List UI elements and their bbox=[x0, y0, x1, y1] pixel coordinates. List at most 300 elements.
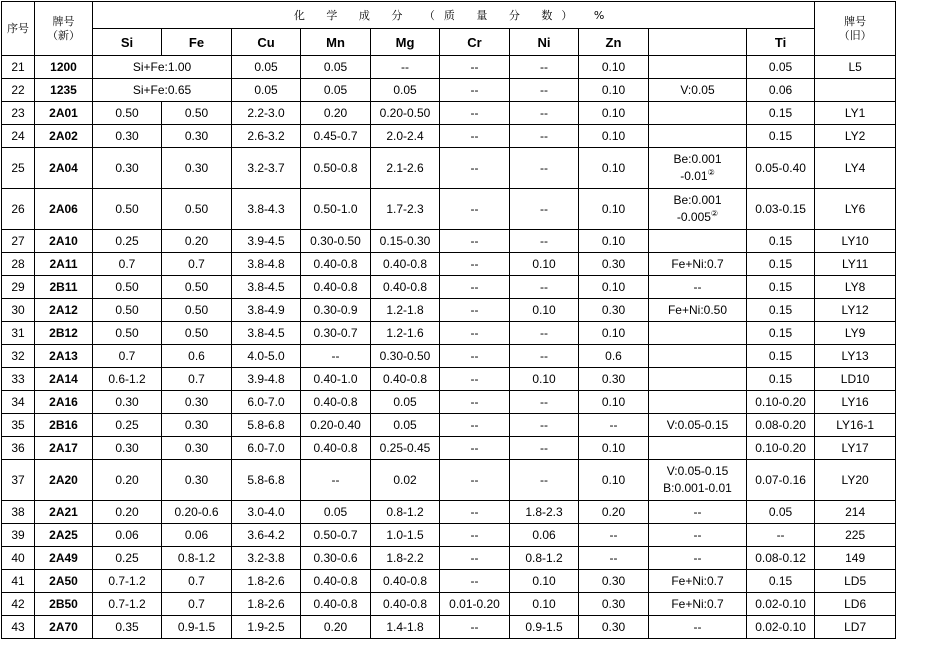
grade-new-cell: 2A49 bbox=[35, 547, 93, 570]
element-header-cr: Cr bbox=[440, 29, 510, 56]
seq-cell: 30 bbox=[2, 299, 35, 322]
element-header-mn: Mn bbox=[301, 29, 371, 56]
si-cell: 0.35 bbox=[93, 616, 162, 639]
mg-cell: 0.05 bbox=[371, 79, 440, 102]
ti-cell: 0.15 bbox=[747, 322, 815, 345]
mg-cell: 0.25-0.45 bbox=[371, 437, 440, 460]
fe-cell: 0.20 bbox=[162, 230, 232, 253]
ni-cell: -- bbox=[510, 79, 579, 102]
ni-cell: -- bbox=[510, 460, 579, 501]
grade-new-cell: 1235 bbox=[35, 79, 93, 102]
footnote-marker: ② bbox=[710, 209, 719, 218]
footnote-marker: ② bbox=[707, 168, 715, 177]
other-elements-cell: Fe+Ni:0.7 bbox=[649, 253, 747, 276]
ni-cell: 0.10 bbox=[510, 253, 579, 276]
cr-cell: -- bbox=[440, 391, 510, 414]
ti-cell: 0.10-0.20 bbox=[747, 391, 815, 414]
mn-cell: 0.40-0.8 bbox=[301, 593, 371, 616]
table-row bbox=[2, 322, 896, 345]
zn-cell: 0.10 bbox=[579, 437, 649, 460]
other-elements-cell bbox=[649, 148, 747, 189]
mn-cell: 0.30-0.50 bbox=[301, 230, 371, 253]
other-elements-cell bbox=[649, 189, 747, 230]
alloy-composition-table bbox=[1, 1, 896, 639]
cr-cell: -- bbox=[440, 125, 510, 148]
zn-cell: 0.30 bbox=[579, 570, 649, 593]
ni-cell: 0.06 bbox=[510, 524, 579, 547]
mn-cell: 0.20 bbox=[301, 102, 371, 125]
si-fe-combined-cell: Si+Fe:0.65 bbox=[93, 79, 232, 102]
ni-cell: 0.10 bbox=[510, 299, 579, 322]
zn-cell: 0.30 bbox=[579, 593, 649, 616]
cr-cell: -- bbox=[440, 322, 510, 345]
si-cell: 0.50 bbox=[93, 102, 162, 125]
cu-cell: 5.8-6.8 bbox=[232, 414, 301, 437]
cu-cell: 3.8-4.5 bbox=[232, 276, 301, 299]
cr-cell: -- bbox=[440, 616, 510, 639]
grade-old-header-line1: 牌号 bbox=[844, 14, 867, 28]
other-elements-cell: -- bbox=[649, 276, 747, 299]
cu-cell: 2.2-3.0 bbox=[232, 102, 301, 125]
ni-cell: -- bbox=[510, 125, 579, 148]
zn-cell: 0.10 bbox=[579, 230, 649, 253]
mn-cell: 0.30-0.9 bbox=[301, 299, 371, 322]
fe-cell: 0.30 bbox=[162, 414, 232, 437]
cr-cell: -- bbox=[440, 276, 510, 299]
cr-cell: -- bbox=[440, 79, 510, 102]
mg-cell: 2.1-2.6 bbox=[371, 148, 440, 189]
ti-cell: 0.15 bbox=[747, 345, 815, 368]
ti-cell: 0.15 bbox=[747, 276, 815, 299]
cu-cell: 3.9-4.8 bbox=[232, 368, 301, 391]
table-row bbox=[2, 125, 896, 148]
ti-cell: 0.15 bbox=[747, 299, 815, 322]
table-row bbox=[2, 368, 896, 391]
fe-cell: 0.30 bbox=[162, 148, 232, 189]
mg-cell: 0.30-0.50 bbox=[371, 345, 440, 368]
mn-cell: 0.40-0.8 bbox=[301, 437, 371, 460]
table-row bbox=[2, 56, 896, 79]
ti-cell: 0.15 bbox=[747, 125, 815, 148]
mn-cell: 0.40-0.8 bbox=[301, 276, 371, 299]
other-elements-cell bbox=[649, 345, 747, 368]
mn-cell: 0.30-0.6 bbox=[301, 547, 371, 570]
ti-cell: 0.05 bbox=[747, 501, 815, 524]
cu-cell: 3.8-4.8 bbox=[232, 253, 301, 276]
other-elements-cell: V:0.05 bbox=[649, 79, 747, 102]
mg-cell: 0.40-0.8 bbox=[371, 368, 440, 391]
si-cell: 0.20 bbox=[93, 460, 162, 501]
grade-old-cell: 149 bbox=[815, 547, 896, 570]
grade-old-cell: LY17 bbox=[815, 437, 896, 460]
si-cell: 0.06 bbox=[93, 524, 162, 547]
ni-cell: -- bbox=[510, 437, 579, 460]
cu-cell: 5.8-6.8 bbox=[232, 460, 301, 501]
si-cell: 0.25 bbox=[93, 230, 162, 253]
zn-cell: -- bbox=[579, 524, 649, 547]
ni-cell: -- bbox=[510, 322, 579, 345]
ti-cell: 0.02-0.10 bbox=[747, 593, 815, 616]
seq-header: 序号 bbox=[2, 2, 35, 56]
zn-cell: 0.10 bbox=[579, 125, 649, 148]
cr-cell: -- bbox=[440, 189, 510, 230]
grade-new-cell: 2A11 bbox=[35, 253, 93, 276]
cr-cell: -- bbox=[440, 253, 510, 276]
si-cell: 0.30 bbox=[93, 391, 162, 414]
cu-cell: 3.2-3.8 bbox=[232, 547, 301, 570]
ti-cell: 0.06 bbox=[747, 79, 815, 102]
mg-cell: 0.40-0.8 bbox=[371, 253, 440, 276]
grade-new-cell: 2A25 bbox=[35, 524, 93, 547]
cr-cell: -- bbox=[440, 460, 510, 501]
mg-cell: 1.0-1.5 bbox=[371, 524, 440, 547]
si-cell: 0.7-1.2 bbox=[93, 570, 162, 593]
grade-old-header bbox=[815, 2, 896, 56]
table-row bbox=[2, 414, 896, 437]
cu-cell: 1.8-2.6 bbox=[232, 593, 301, 616]
grade-new-cell: 2A13 bbox=[35, 345, 93, 368]
grade-new-cell: 2A02 bbox=[35, 125, 93, 148]
si-cell: 0.50 bbox=[93, 322, 162, 345]
cu-cell: 3.9-4.5 bbox=[232, 230, 301, 253]
zn-cell: 0.10 bbox=[579, 79, 649, 102]
zn-cell: 0.30 bbox=[579, 299, 649, 322]
grade-new-cell: 2B12 bbox=[35, 322, 93, 345]
seq-cell: 26 bbox=[2, 189, 35, 230]
mg-cell: 0.05 bbox=[371, 391, 440, 414]
zn-cell: 0.6 bbox=[579, 345, 649, 368]
grade-old-cell: LY10 bbox=[815, 230, 896, 253]
mn-cell: 0.20-0.40 bbox=[301, 414, 371, 437]
seq-cell: 23 bbox=[2, 102, 35, 125]
fe-cell: 0.06 bbox=[162, 524, 232, 547]
mg-cell: 0.05 bbox=[371, 414, 440, 437]
grade-new-cell: 2B16 bbox=[35, 414, 93, 437]
mg-cell: 1.7-2.3 bbox=[371, 189, 440, 230]
cr-cell: -- bbox=[440, 437, 510, 460]
cu-cell: 2.6-3.2 bbox=[232, 125, 301, 148]
fe-cell: 0.7 bbox=[162, 593, 232, 616]
grade-old-cell: LD6 bbox=[815, 593, 896, 616]
ti-cell: 0.15 bbox=[747, 102, 815, 125]
table-row bbox=[2, 616, 896, 639]
table-row bbox=[2, 189, 896, 230]
seq-cell: 42 bbox=[2, 593, 35, 616]
zn-cell: 0.10 bbox=[579, 102, 649, 125]
grade-new-cell: 2A12 bbox=[35, 299, 93, 322]
grade-new-cell: 2A21 bbox=[35, 501, 93, 524]
composition-title: 化 学 成 分 （质 量 分 数） % bbox=[93, 2, 815, 29]
grade-old-cell: LY16-1 bbox=[815, 414, 896, 437]
ti-cell: 0.02-0.10 bbox=[747, 616, 815, 639]
cu-cell: 3.6-4.2 bbox=[232, 524, 301, 547]
table-row bbox=[2, 345, 896, 368]
ni-cell: 0.10 bbox=[510, 368, 579, 391]
zn-cell: 0.10 bbox=[579, 189, 649, 230]
mn-cell: 0.50-1.0 bbox=[301, 189, 371, 230]
cu-cell: 1.9-2.5 bbox=[232, 616, 301, 639]
cr-cell: -- bbox=[440, 299, 510, 322]
other-elements-cell: -- bbox=[649, 547, 747, 570]
element-header-zn: Zn bbox=[579, 29, 649, 56]
ni-cell: 1.8-2.3 bbox=[510, 501, 579, 524]
zn-cell: 0.30 bbox=[579, 368, 649, 391]
seq-cell: 39 bbox=[2, 524, 35, 547]
other-elements-cell: -- bbox=[649, 501, 747, 524]
element-header-ni: Ni bbox=[510, 29, 579, 56]
seq-cell: 32 bbox=[2, 345, 35, 368]
ti-cell: 0.07-0.16 bbox=[747, 460, 815, 501]
table-row bbox=[2, 524, 896, 547]
mn-cell: 0.30-0.7 bbox=[301, 322, 371, 345]
table-row bbox=[2, 79, 896, 102]
grade-new-cell: 2A04 bbox=[35, 148, 93, 189]
seq-cell: 34 bbox=[2, 391, 35, 414]
grade-new-cell: 1200 bbox=[35, 56, 93, 79]
grade-old-cell bbox=[815, 79, 896, 102]
si-cell: 0.30 bbox=[93, 148, 162, 189]
cr-cell: -- bbox=[440, 102, 510, 125]
si-cell: 0.30 bbox=[93, 437, 162, 460]
grade-new-cell: 2A20 bbox=[35, 460, 93, 501]
grade-new-cell: 2A06 bbox=[35, 189, 93, 230]
fe-cell: 0.50 bbox=[162, 322, 232, 345]
mg-cell: 1.8-2.2 bbox=[371, 547, 440, 570]
other-line2: B:0.001-0.01 bbox=[663, 481, 732, 495]
other-elements-cell bbox=[649, 56, 747, 79]
table-row bbox=[2, 437, 896, 460]
fe-cell: 0.7 bbox=[162, 570, 232, 593]
zn-cell: 0.30 bbox=[579, 616, 649, 639]
grade-old-cell: LY12 bbox=[815, 299, 896, 322]
seq-cell: 22 bbox=[2, 79, 35, 102]
seq-cell: 38 bbox=[2, 501, 35, 524]
cu-cell: 3.8-4.9 bbox=[232, 299, 301, 322]
table-body bbox=[2, 56, 896, 639]
cr-cell: -- bbox=[440, 570, 510, 593]
grade-old-cell: LD5 bbox=[815, 570, 896, 593]
seq-cell: 40 bbox=[2, 547, 35, 570]
other-elements-cell: V:0.05-0.15 bbox=[649, 414, 747, 437]
mn-cell: -- bbox=[301, 345, 371, 368]
seq-cell: 29 bbox=[2, 276, 35, 299]
cr-cell: -- bbox=[440, 345, 510, 368]
grade-old-cell: LY1 bbox=[815, 102, 896, 125]
cr-cell: -- bbox=[440, 230, 510, 253]
grade-old-cell: 225 bbox=[815, 524, 896, 547]
ni-cell: -- bbox=[510, 230, 579, 253]
si-cell: 0.30 bbox=[93, 125, 162, 148]
seq-cell: 43 bbox=[2, 616, 35, 639]
si-cell: 0.7 bbox=[93, 253, 162, 276]
other-line1: Be:0.001 bbox=[673, 152, 722, 166]
cr-cell: 0.01-0.20 bbox=[440, 593, 510, 616]
grade-new-cell: 2A14 bbox=[35, 368, 93, 391]
ti-cell: -- bbox=[747, 524, 815, 547]
zn-cell: 0.30 bbox=[579, 253, 649, 276]
table-row bbox=[2, 230, 896, 253]
grade-old-cell: 214 bbox=[815, 501, 896, 524]
ni-cell: 0.10 bbox=[510, 570, 579, 593]
seq-cell: 37 bbox=[2, 460, 35, 501]
seq-cell: 31 bbox=[2, 322, 35, 345]
seq-cell: 21 bbox=[2, 56, 35, 79]
fe-cell: 0.6 bbox=[162, 345, 232, 368]
cr-cell: -- bbox=[440, 501, 510, 524]
zn-cell: 0.20 bbox=[579, 501, 649, 524]
grade-old-cell: LY16 bbox=[815, 391, 896, 414]
ni-cell: -- bbox=[510, 56, 579, 79]
fe-cell: 0.20-0.6 bbox=[162, 501, 232, 524]
zn-cell: -- bbox=[579, 414, 649, 437]
fe-cell: 0.7 bbox=[162, 368, 232, 391]
cu-cell: 3.0-4.0 bbox=[232, 501, 301, 524]
cu-cell: 0.05 bbox=[232, 56, 301, 79]
seq-cell: 33 bbox=[2, 368, 35, 391]
seq-cell: 25 bbox=[2, 148, 35, 189]
si-cell: 0.50 bbox=[93, 276, 162, 299]
grade-new-header-line1: 牌号 bbox=[52, 14, 75, 28]
cu-cell: 6.0-7.0 bbox=[232, 391, 301, 414]
fe-cell: 0.30 bbox=[162, 125, 232, 148]
table-row bbox=[2, 148, 896, 189]
grade-old-cell: LY4 bbox=[815, 148, 896, 189]
other-elements-cell: Fe+Ni:0.7 bbox=[649, 593, 747, 616]
other-elements-cell bbox=[649, 368, 747, 391]
cu-cell: 3.2-3.7 bbox=[232, 148, 301, 189]
element-header-fe: Fe bbox=[162, 29, 232, 56]
fe-cell: 0.50 bbox=[162, 102, 232, 125]
zn-cell: 0.10 bbox=[579, 460, 649, 501]
mn-cell: 0.05 bbox=[301, 56, 371, 79]
mg-cell: 0.40-0.8 bbox=[371, 570, 440, 593]
cr-cell: -- bbox=[440, 148, 510, 189]
table-row bbox=[2, 276, 896, 299]
mn-cell: 0.40-0.8 bbox=[301, 570, 371, 593]
cu-cell: 3.8-4.3 bbox=[232, 189, 301, 230]
element-header-other bbox=[649, 29, 747, 56]
table-row bbox=[2, 570, 896, 593]
other-line2: -0.01 bbox=[680, 169, 708, 183]
ni-cell: 0.9-1.5 bbox=[510, 616, 579, 639]
ni-cell: -- bbox=[510, 414, 579, 437]
ti-cell: 0.08-0.12 bbox=[747, 547, 815, 570]
ti-cell: 0.15 bbox=[747, 570, 815, 593]
cr-cell: -- bbox=[440, 414, 510, 437]
table-row bbox=[2, 593, 896, 616]
si-cell: 0.7-1.2 bbox=[93, 593, 162, 616]
mn-cell: 0.50-0.8 bbox=[301, 148, 371, 189]
mn-cell: 0.40-0.8 bbox=[301, 253, 371, 276]
mn-cell: 0.45-0.7 bbox=[301, 125, 371, 148]
ti-cell: 0.10-0.20 bbox=[747, 437, 815, 460]
fe-cell: 0.50 bbox=[162, 276, 232, 299]
seq-cell: 28 bbox=[2, 253, 35, 276]
mg-cell: 1.2-1.8 bbox=[371, 299, 440, 322]
ni-cell: -- bbox=[510, 391, 579, 414]
cr-cell: -- bbox=[440, 524, 510, 547]
ni-cell: -- bbox=[510, 189, 579, 230]
fe-cell: 0.50 bbox=[162, 299, 232, 322]
mg-cell: 0.02 bbox=[371, 460, 440, 501]
other-line2: -0.005 bbox=[676, 210, 711, 224]
other-line1: V:0.05-0.15 bbox=[666, 464, 729, 478]
grade-new-cell: 2A01 bbox=[35, 102, 93, 125]
other-elements-cell bbox=[649, 125, 747, 148]
mg-cell: 0.40-0.8 bbox=[371, 276, 440, 299]
table-row bbox=[2, 102, 896, 125]
grade-old-cell: LY6 bbox=[815, 189, 896, 230]
ni-cell: 0.8-1.2 bbox=[510, 547, 579, 570]
ti-cell: 0.15 bbox=[747, 253, 815, 276]
mg-cell: 2.0-2.4 bbox=[371, 125, 440, 148]
other-elements-cell: Fe+Ni:0.7 bbox=[649, 570, 747, 593]
ni-cell: -- bbox=[510, 276, 579, 299]
grade-new-header bbox=[35, 2, 93, 56]
si-cell: 0.50 bbox=[93, 299, 162, 322]
ni-cell: -- bbox=[510, 148, 579, 189]
other-line1: Be:0.001 bbox=[673, 193, 722, 207]
grade-old-cell: LY13 bbox=[815, 345, 896, 368]
cu-cell: 6.0-7.0 bbox=[232, 437, 301, 460]
mg-cell: 0.40-0.8 bbox=[371, 593, 440, 616]
table-row bbox=[2, 501, 896, 524]
other-elements-cell bbox=[649, 322, 747, 345]
fe-cell: 0.30 bbox=[162, 391, 232, 414]
other-elements-cell bbox=[649, 437, 747, 460]
element-header-si: Si bbox=[93, 29, 162, 56]
grade-old-header-line2: （旧） bbox=[838, 28, 872, 42]
table-row bbox=[2, 460, 896, 501]
other-elements-cell bbox=[649, 230, 747, 253]
other-elements-cell: Fe+Ni:0.50 bbox=[649, 299, 747, 322]
mg-cell: -- bbox=[371, 56, 440, 79]
si-fe-combined-cell: Si+Fe:1.00 bbox=[93, 56, 232, 79]
fe-cell: 0.30 bbox=[162, 460, 232, 501]
table-row bbox=[2, 391, 896, 414]
fe-cell: 0.30 bbox=[162, 437, 232, 460]
ti-cell: 0.03-0.15 bbox=[747, 189, 815, 230]
table-row bbox=[2, 253, 896, 276]
si-cell: 0.7 bbox=[93, 345, 162, 368]
zn-cell: 0.10 bbox=[579, 148, 649, 189]
si-cell: 0.20 bbox=[93, 501, 162, 524]
seq-cell: 36 bbox=[2, 437, 35, 460]
zn-cell: 0.10 bbox=[579, 322, 649, 345]
fe-cell: 0.7 bbox=[162, 253, 232, 276]
si-cell: 0.25 bbox=[93, 414, 162, 437]
mn-cell: -- bbox=[301, 460, 371, 501]
grade-old-cell: LY2 bbox=[815, 125, 896, 148]
mn-cell: 0.40-0.8 bbox=[301, 391, 371, 414]
seq-cell: 27 bbox=[2, 230, 35, 253]
ni-cell: -- bbox=[510, 102, 579, 125]
mn-cell: 0.20 bbox=[301, 616, 371, 639]
grade-new-cell: 2B11 bbox=[35, 276, 93, 299]
zn-cell: 0.10 bbox=[579, 276, 649, 299]
mn-cell: 0.40-1.0 bbox=[301, 368, 371, 391]
seq-cell: 35 bbox=[2, 414, 35, 437]
zn-cell: -- bbox=[579, 547, 649, 570]
mg-cell: 1.2-1.6 bbox=[371, 322, 440, 345]
other-elements-cell: -- bbox=[649, 616, 747, 639]
mn-cell: 0.50-0.7 bbox=[301, 524, 371, 547]
seq-cell: 41 bbox=[2, 570, 35, 593]
ti-cell: 0.05 bbox=[747, 56, 815, 79]
table-row bbox=[2, 547, 896, 570]
grade-old-cell: LY9 bbox=[815, 322, 896, 345]
mn-cell: 0.05 bbox=[301, 501, 371, 524]
